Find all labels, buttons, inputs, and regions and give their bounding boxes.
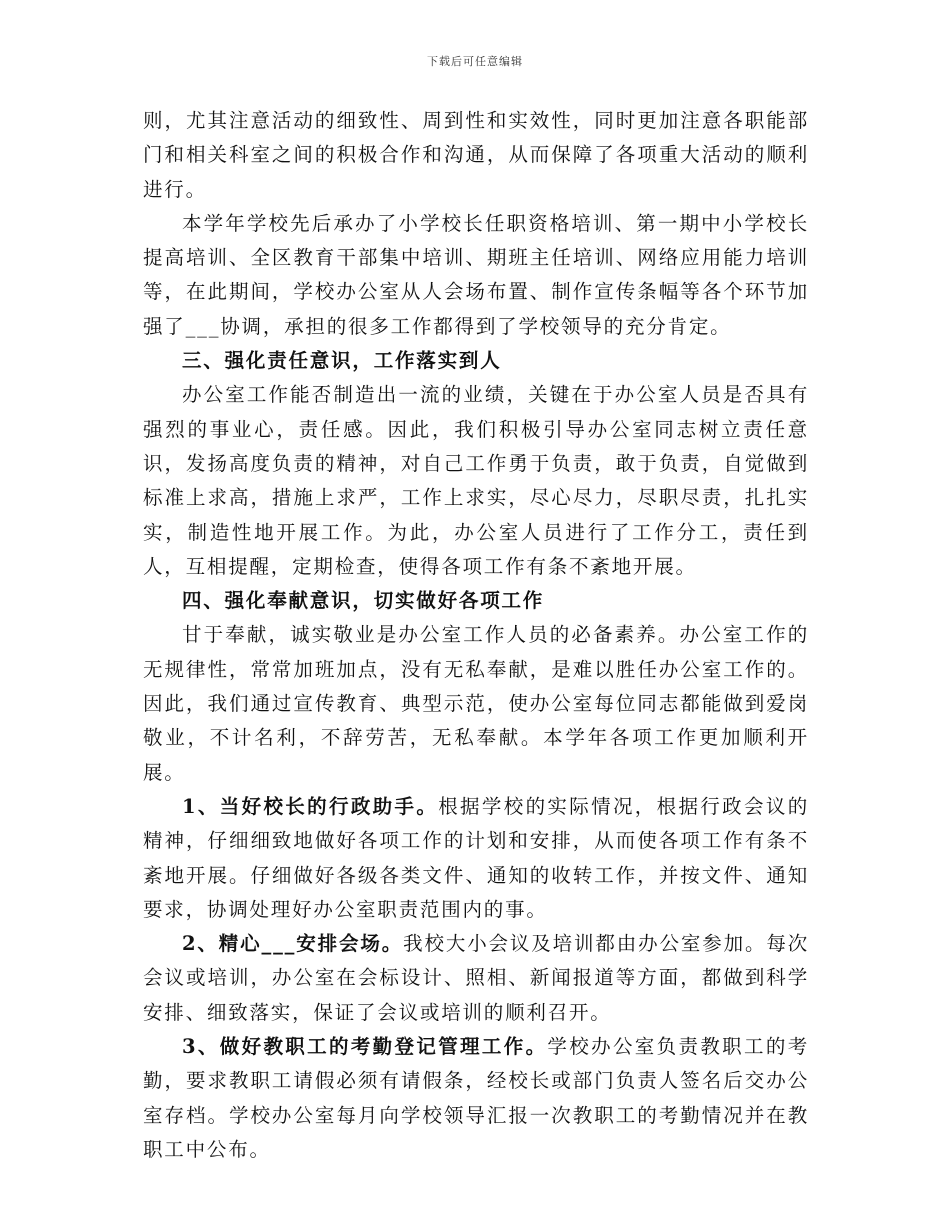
paragraph-responsibility: 办公室工作能否制造出一流的业绩，关键在于办公室人员是否具有强烈的事业心，责任感。因此，我们积极引导办公室同志树立责任意识，发扬高度负责的精神，对自己工作勇于负责，敢于负责，自觉做到标准上求高，措施上求严，工作上求实，尽心尽力，尽职尽责，扎扎实实，制造性地开展工作。为此，办公室人员进行了工作分工，责任到人，互相提醒，定期检查，使得各项工作有条不紊地开展。 <box>143 383 809 578</box>
section-heading-4: 四、强化奉献意识，切实做好各项工作 <box>182 589 545 613</box>
paragraph-training: 本学年学校先后承办了小学校长任职资格培训、第一期中小学校长提高培训、全区教育干部集中培训、期班主任培训、网络应用能力培训等，在此期间，学校办公室从人会场布置、制作宣传条幅等各个环节加强了___协调，承担的很多工作都得到了学校领导的充分肯定。 <box>143 211 809 338</box>
page-header: 下载后可任意编辑 <box>427 55 523 68</box>
list-item-2-lead: 2、精心___安排会场。 <box>182 932 404 956</box>
list-item-1-lead: 1、当好校长的行政助手。 <box>182 794 439 818</box>
list-item-3-text: 学校办公室负责教职工的考勤，要求教职工请假必须有请假条，经校长或部门负责人签名后交办公室存档。学校办公室每月向学校领导汇报一次教职工的考勤情况并在教职工中公布。 <box>143 1035 810 1161</box>
list-item-1-text: 根据学校的实际情况，根据行政会议的精神，仔细细致地做好各项工作的计划和安排，从而使各项工作有条不紊地开展。仔细做好各级各类文件、通知的收转工作，并按文件、通知要求，协调处理好办公室职责范围内的事。 <box>143 794 809 921</box>
paragraph-continuation: 则，尤其注意活动的细致性、周到性和实效性，同时更加注意各职能部门和相关科室之间的积极合作和沟通，从而保障了各项重大活动的顺利进行。 <box>143 109 809 201</box>
list-item-3 <box>143 1030 809 1167</box>
paragraph-dedication: 甘于奉献，诚实敬业是办公室工作人员的必备素养。办公室工作的无规律性，常常加班加点，没有无私奉献，是难以胜任办公室工作的。因此，我们通过宣传教育、典型示范，使办公室每位同志都能做到爱岗敬业，不计名利，不辞劳苦，无私奉献。本学年各项工作更加顺利开展。 <box>143 623 809 784</box>
list-item-3-lead: 3、做好教职工的考勤登记管理工作。 <box>182 1035 548 1059</box>
list-item-2-text: 我校大小会议及培训都由办公室参加。每次会议或培训，办公室在会标设计、照相、新闻报道等方面，都做到科学安排、细致落实，保证了会议或培训的顺利召开。 <box>143 932 809 1024</box>
list-item-1 <box>143 790 809 927</box>
section-heading-3: 三、强化责任意识，工作落实到人 <box>182 349 502 373</box>
document-body <box>143 104 809 1167</box>
list-item-2 <box>143 927 809 1030</box>
